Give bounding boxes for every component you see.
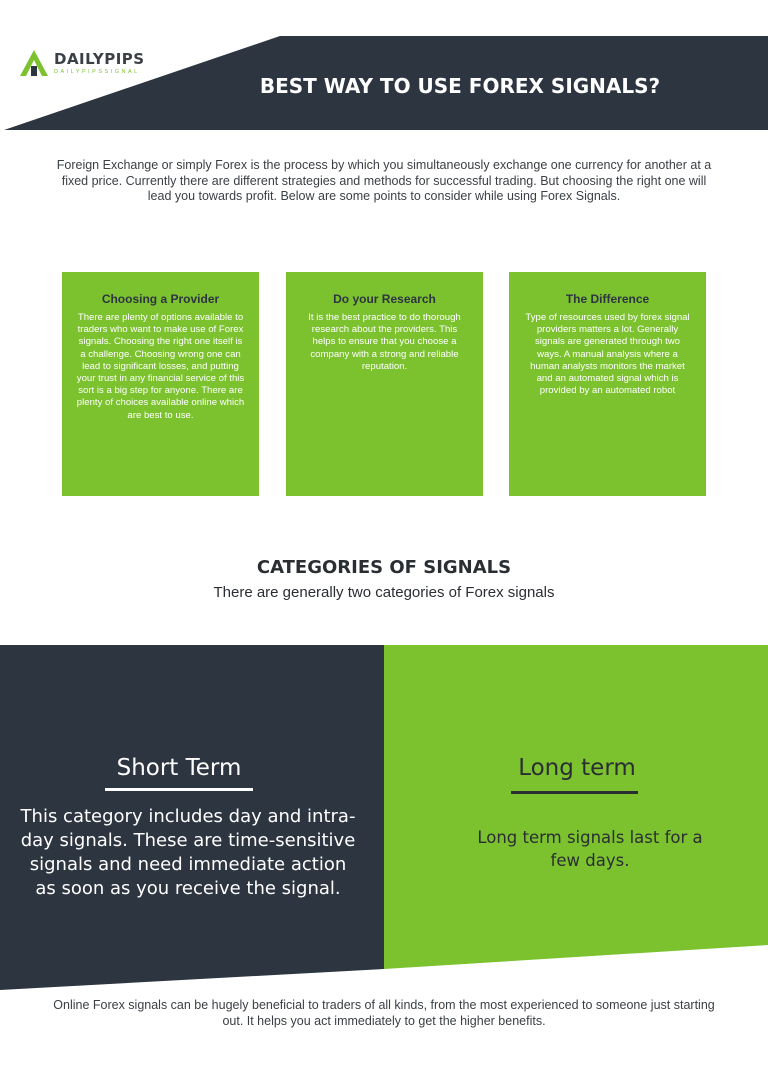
short-term-title: Short Term	[116, 755, 242, 781]
card-do-your-research	[286, 272, 483, 496]
brand-logo	[18, 48, 145, 78]
card-choosing-provider	[62, 272, 259, 496]
categories-title: CATEGORIES OF SIGNALS	[256, 557, 512, 578]
long-term-underline	[511, 791, 638, 794]
footer-text: Online Forex signals can be hugely beneficial to traders of all kinds, from the most experienced to someone just starting out. It helps you act immediately to get the higher benefits.	[53, 998, 715, 1028]
page-title: BEST WAY TO USE FOREX SIGNALS?	[259, 74, 661, 98]
intro-paragraph: Foreign Exchange or simply Forex is the process by which you simultaneously exchange one currency for another at a fixed price. Currently there are different strategies and methods for successful trading. But choosing the right one will lead you towards profit. Below are some points to consider while using Forex Signals.	[56, 158, 712, 203]
short-term-underline	[105, 788, 253, 791]
card-title: The Difference	[565, 292, 650, 306]
card-title: Do your Research	[333, 292, 436, 306]
card-text: There are plenty of options available to traders who want to make use of Forex signals. Choosing the right one itself is a challenge. Choosing wrong one can lead to significant losses, and putting your trust in any financial service of this sort is a big step for anyone. There are plenty of choices available online which are best to use.	[76, 312, 245, 421]
short-term-text: This category includes day and intra-day signals. These are time-sensitive signals and need immediate action as soon as you receive the signal.	[20, 806, 356, 899]
brand-name: DAILYPIPS	[54, 49, 145, 68]
card-text: Type of resources used by forex signal providers matters a lot. Generally signals are generated through two ways. A manual analysis where a human analysts monitors the market and an automated signal which is provided by an automated robot	[525, 312, 690, 397]
long-term-panel-bg	[384, 645, 768, 969]
card-text: It is the best practice to do thorough research about the providers. This helps to ensure that you choose a company with a strong and reliable reputation.	[308, 312, 461, 372]
categories-subtitle: There are generally two categories of Forex signals	[213, 584, 555, 601]
card-the-difference	[509, 272, 706, 496]
logo-mark-icon	[18, 48, 50, 78]
card-title: Choosing a Provider	[101, 292, 220, 306]
long-term-title: Long term	[518, 755, 636, 781]
brand-tagline: DAILYPIPSSIGNAL	[54, 68, 140, 75]
long-term-text: Long term signals last for a few days.	[477, 828, 703, 870]
